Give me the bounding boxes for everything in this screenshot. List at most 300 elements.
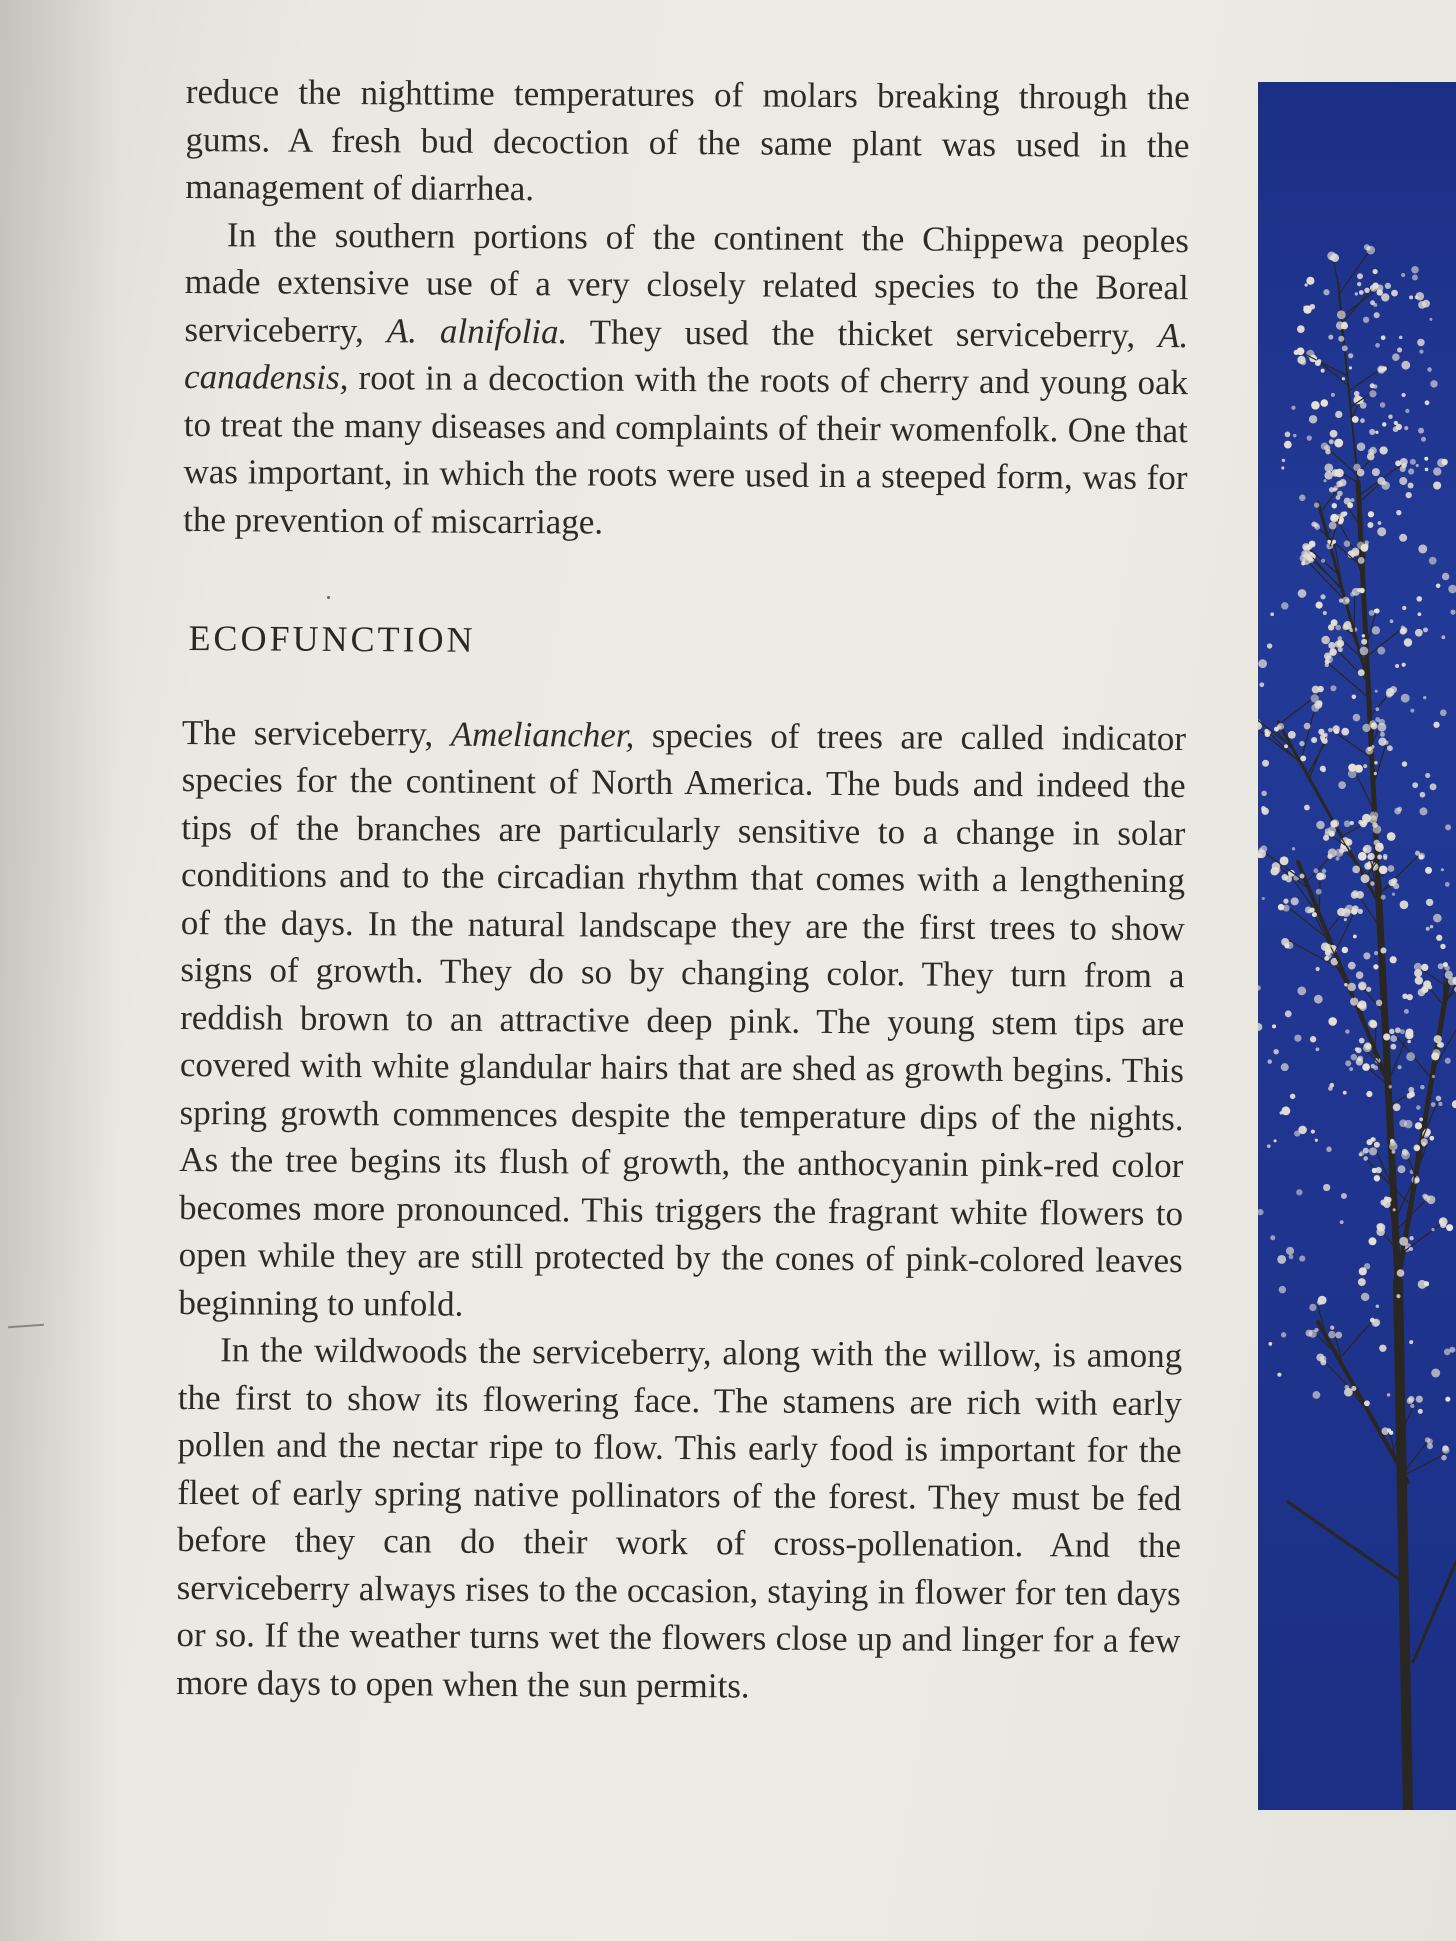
blossom (1401, 361, 1410, 370)
blossom (1336, 495, 1341, 500)
blossom (1323, 289, 1329, 295)
blossom (1396, 1294, 1400, 1298)
tree-branch (1339, 251, 1369, 294)
blossom (1342, 321, 1347, 326)
blossom (1418, 1280, 1427, 1289)
blossom (1377, 647, 1385, 655)
blossom (1353, 934, 1357, 938)
blossom (1344, 918, 1347, 921)
blossom (1436, 584, 1441, 589)
blossom (1440, 709, 1447, 716)
blossom (1417, 339, 1425, 347)
blossom (1284, 943, 1289, 948)
blossom (1401, 694, 1410, 703)
blossom (1426, 899, 1433, 906)
blossom (1416, 1105, 1421, 1110)
blossom (1374, 951, 1378, 955)
blossom (1361, 639, 1367, 645)
blossom (1321, 559, 1325, 563)
blossom (1358, 669, 1365, 676)
blossom (1299, 494, 1306, 501)
blossom (1381, 293, 1389, 301)
blossom (1352, 416, 1359, 423)
paragraph-p3 (178, 708, 1186, 1332)
blossom (1322, 869, 1327, 874)
blossom (1391, 290, 1398, 297)
blossom (1432, 1075, 1435, 1078)
blossom (1439, 1217, 1448, 1226)
blossom (1325, 449, 1331, 455)
blossom (1409, 295, 1413, 299)
blossom (1375, 1167, 1381, 1173)
blossom (1285, 1010, 1292, 1017)
blossom (1294, 1035, 1301, 1042)
blossom (1434, 1035, 1442, 1043)
blossom (1298, 589, 1307, 598)
blossom (1262, 897, 1265, 900)
tree-branch (1301, 706, 1316, 763)
blossom (1368, 511, 1374, 517)
blossom (1402, 463, 1407, 468)
blossom (1433, 481, 1441, 489)
blossom (1431, 1102, 1436, 1107)
blossom (1414, 969, 1422, 977)
blossom (1358, 852, 1367, 861)
tree-illustration (1258, 82, 1456, 1810)
blossom (1408, 482, 1414, 488)
blossom (1418, 301, 1426, 309)
blossom (1418, 1409, 1423, 1414)
blossom (1408, 468, 1414, 474)
blossom (1330, 514, 1338, 522)
blossom (1258, 659, 1267, 668)
blossom (1335, 469, 1344, 478)
blossom (1270, 1235, 1275, 1240)
blossom (1329, 522, 1337, 530)
blossom (1380, 732, 1385, 737)
blossom (1344, 820, 1351, 827)
blossom (1320, 594, 1325, 599)
blossom (1343, 511, 1347, 515)
blossom (1338, 636, 1343, 641)
blossom (1335, 640, 1342, 647)
blossom (1436, 1096, 1442, 1102)
blossom (1353, 714, 1361, 722)
blossom (1293, 434, 1297, 438)
blossom (1359, 290, 1364, 295)
blossom (1269, 1342, 1273, 1346)
blossom (1418, 854, 1423, 859)
blossom (1326, 1147, 1331, 1152)
blossom (1419, 1118, 1423, 1122)
blossom (1401, 273, 1405, 277)
blossom (1383, 1033, 1390, 1040)
blossom (1318, 1296, 1327, 1305)
italic-term: A. alnifolia. (386, 310, 568, 351)
blossom (1273, 1049, 1279, 1055)
blossom (1323, 611, 1327, 615)
blossom (1339, 479, 1346, 486)
tree-branch (1398, 1282, 1408, 1810)
blossom (1376, 707, 1380, 711)
blossom (1393, 1208, 1396, 1211)
paragraph-p1 (185, 68, 1190, 217)
text-run: root in a decoction with the roots of cherry and young oak to treat the many diseases and complaints of their womenfolk. One that was important, in which the roots were used in a steeped form, was for the prevention of miscarriage. (183, 357, 1189, 542)
blossom (1420, 1085, 1425, 1090)
blossom (1376, 1304, 1380, 1308)
blossom (1258, 1023, 1262, 1031)
blossom (1261, 806, 1266, 811)
blossom (1390, 1035, 1397, 1042)
blossom (1324, 479, 1327, 482)
blossom (1421, 964, 1428, 971)
blossom (1405, 409, 1409, 413)
blossom (1330, 430, 1338, 438)
blossom (1375, 343, 1380, 348)
blossom (1317, 359, 1321, 363)
blossom (1415, 295, 1419, 299)
blossom (1320, 1359, 1326, 1365)
blossom (1357, 469, 1365, 477)
blossom (1262, 760, 1269, 767)
tree-branch (1339, 1320, 1373, 1359)
blossom (1339, 598, 1343, 602)
blossom (1373, 269, 1378, 274)
blossom (1374, 1142, 1380, 1148)
blossom (1390, 1140, 1396, 1146)
blossom (1390, 1044, 1396, 1050)
blossom (1345, 1029, 1349, 1033)
blossom (1382, 422, 1386, 426)
blossom (1380, 402, 1386, 408)
blossom (1306, 277, 1314, 285)
blossom (1399, 1119, 1407, 1127)
blossom (1409, 1247, 1413, 1251)
blossom (1290, 1094, 1295, 1099)
blossom (1436, 935, 1442, 941)
paragraph-p2 (183, 210, 1189, 549)
blossom (1277, 1255, 1286, 1264)
text-run: In the wildwoods the serviceberry, along with the willow, is among the first to show its flowering face. The stamens are rich with early pollen and the nectar ripe to flow. This early food is important for the fleet of early spring native pollinators of the forest. They must be fed before they can do their work of cross-pollenation. And the serviceberry always rises to the occasion, staying in flower for ten days or so. If the weather turns wet the flowers close up and linger for a few more days to open when the sun permits. (176, 1330, 1183, 1705)
blossom (1330, 1325, 1334, 1329)
blossom (1387, 832, 1396, 841)
blossom (1363, 317, 1369, 323)
blossom (1296, 1189, 1302, 1195)
blossom (1338, 336, 1344, 342)
blossom (1310, 304, 1316, 310)
blossom (1327, 540, 1330, 543)
text-run: species of trees are called indicator species for the continent of North America. The buds and indeed the tips of the branches are particularly sensitive to a change in solar conditions and to the circadian rhythm that comes with a lengthening of the days. In the natural landscape they are the first trees to show signs of growth. They do so by changing color. They turn from a reddish brown to an attractive deep pink. The young stem tips are covered with white glandular hairs that are shed as growth begins. This spring growth commences despite the temperature dips of the nights. As the tree begins its flush of growth, the anthocyanin pink-red color becomes more pronounced. This triggers the fragrant white flowers to open while they are still protected by the cones of pink-colored leaves beginning to unfold. (178, 715, 1187, 1324)
blossom (1364, 1400, 1370, 1406)
blossom (1385, 283, 1391, 289)
blossom (1373, 384, 1377, 388)
blossom (1431, 1369, 1440, 1378)
blossom (1331, 619, 1338, 626)
blossom (1399, 477, 1407, 485)
blossom (1351, 498, 1355, 502)
blossom (1351, 1054, 1358, 1061)
blossom (1370, 881, 1374, 885)
blossom (1398, 1065, 1402, 1069)
blossom (1291, 897, 1299, 905)
blossom (1415, 1145, 1420, 1150)
blossom (1449, 1347, 1455, 1353)
blossom (1368, 1237, 1376, 1245)
blossom (1274, 727, 1279, 732)
blossom (1445, 971, 1453, 979)
blossom (1377, 855, 1382, 860)
blossom (1278, 904, 1284, 910)
blossom (1355, 292, 1358, 295)
blossom (1332, 503, 1337, 508)
blossom (1440, 944, 1445, 949)
blossom (1329, 487, 1334, 492)
blossom (1305, 283, 1308, 286)
blossom (1345, 598, 1349, 602)
blossom (1387, 1393, 1391, 1397)
blossom (1363, 1043, 1372, 1052)
blossom (1360, 647, 1369, 656)
italic-term: Ameliancher, (450, 714, 635, 755)
blossom (1372, 626, 1380, 634)
blossom (1351, 1386, 1356, 1391)
blossom (1328, 1017, 1337, 1026)
blossom (1351, 891, 1358, 898)
blossom (1324, 653, 1331, 660)
blossom (1285, 432, 1291, 438)
blossom (1368, 853, 1375, 860)
blossom (1427, 1443, 1433, 1449)
blossom (1312, 1391, 1320, 1399)
blossom (1342, 947, 1349, 954)
blossom (1362, 724, 1370, 732)
tree-branch (1335, 733, 1372, 759)
blossom (1338, 647, 1343, 652)
blossom (1281, 1332, 1286, 1337)
blossom (1344, 540, 1351, 547)
blossom (1394, 421, 1398, 425)
tree-branch (1413, 1562, 1456, 1662)
blossom (1311, 737, 1317, 743)
blossom (1425, 867, 1432, 874)
blossom (1300, 755, 1306, 761)
blossom (1381, 335, 1386, 340)
blossom (1363, 764, 1367, 768)
text-column (176, 68, 1190, 1712)
text-run: The serviceberry, (181, 712, 451, 754)
blossom (1349, 366, 1352, 369)
blossom (1297, 356, 1305, 364)
blossom (1390, 686, 1397, 693)
blossom (1341, 728, 1349, 736)
blossom (1370, 1137, 1374, 1141)
blossom (1377, 527, 1386, 536)
blossom (1421, 437, 1426, 442)
blossom (1400, 900, 1409, 909)
serviceberry-tree-photo (1258, 82, 1456, 1810)
blossom (1379, 1345, 1386, 1352)
blossom (1402, 761, 1408, 767)
blossom (1342, 345, 1348, 351)
blossom (1381, 481, 1389, 489)
blossom (1359, 1153, 1363, 1157)
blossom (1291, 406, 1295, 410)
blossom (1352, 865, 1360, 873)
blossom (1321, 636, 1330, 645)
text-run: reduce the nighttime temperatures of molars breaking through the gums. A fresh bud decoction of the same plant was used in the management of diarrhea. (185, 71, 1190, 209)
blossom (1342, 377, 1345, 380)
blossom (1297, 325, 1305, 333)
blossom (1282, 874, 1288, 880)
blossom (1286, 1247, 1294, 1255)
blossom (1303, 306, 1306, 309)
blossom (1426, 927, 1430, 931)
blossom (1358, 981, 1367, 990)
blossom (1425, 1437, 1430, 1442)
blossom (1378, 737, 1386, 745)
blossom (1402, 606, 1406, 610)
blossom (1379, 446, 1387, 454)
blossom (1292, 847, 1295, 850)
blossom (1277, 1373, 1281, 1377)
blossom (1411, 266, 1419, 274)
blossom (1331, 254, 1339, 262)
blossom (1388, 865, 1395, 872)
blossom (1376, 289, 1382, 295)
blossom (1369, 390, 1376, 397)
blossom (1323, 1184, 1330, 1191)
blossom (1328, 1331, 1335, 1338)
blossom (1402, 993, 1408, 999)
blossom (1359, 1038, 1365, 1044)
blossom (1335, 411, 1342, 418)
blossom (1298, 1126, 1307, 1135)
blossom (1393, 883, 1399, 889)
blossom (1406, 492, 1412, 498)
blossom (1332, 725, 1339, 732)
blossom (1429, 1136, 1434, 1141)
blossom (1315, 1328, 1319, 1332)
blossom (1369, 429, 1375, 435)
blossom (1348, 962, 1356, 970)
blossom (1320, 766, 1326, 772)
blossom (1281, 1106, 1290, 1115)
blossom (1392, 892, 1395, 895)
blossom (1360, 821, 1367, 828)
blossom (1359, 1267, 1367, 1275)
blossom (1361, 1293, 1369, 1301)
blossom (1360, 402, 1367, 409)
blossom (1312, 912, 1317, 917)
blossom (1375, 690, 1378, 693)
blossom (1427, 367, 1431, 371)
blossom (1337, 908, 1346, 917)
blossom (1311, 522, 1316, 527)
blossom (1282, 459, 1285, 462)
blossom (1397, 1269, 1405, 1277)
blossom (1311, 694, 1319, 702)
blossom (1372, 822, 1378, 828)
blossom (1373, 964, 1378, 969)
blossom (1267, 1059, 1272, 1064)
blossom (1425, 773, 1430, 778)
blossom (1387, 745, 1393, 751)
blossom (1452, 1100, 1456, 1108)
blossom (1409, 1236, 1413, 1240)
blossom (1316, 889, 1322, 895)
blossom (1301, 561, 1305, 565)
blossom (1423, 627, 1428, 632)
blossom (1258, 985, 1261, 990)
blossom (1299, 741, 1304, 746)
blossom (1406, 1032, 1413, 1039)
blossom (1324, 471, 1332, 479)
blossom (1388, 415, 1392, 419)
blossom (1362, 634, 1365, 637)
blossom (1280, 856, 1289, 865)
blossom (1400, 1029, 1405, 1034)
tree-branch (1321, 488, 1339, 511)
blossom (1429, 557, 1437, 565)
blossom (1410, 1404, 1414, 1408)
blossom (1335, 849, 1343, 857)
blossom (1329, 439, 1334, 444)
blossom (1299, 874, 1304, 879)
text-run: In the southern portions of the continent the Chippewa peoples made extensive use of a very closely related species to the Boreal serviceberry, (184, 214, 1190, 350)
blossom (1379, 865, 1388, 874)
blossom (1349, 1067, 1353, 1071)
blossom (1441, 868, 1444, 871)
blossom (1304, 551, 1312, 559)
blossom (1369, 1147, 1377, 1155)
blossom (1329, 1083, 1334, 1088)
blossom (1404, 1009, 1409, 1014)
blossom (1364, 288, 1369, 293)
blossom (1315, 1139, 1318, 1142)
blossom (1374, 761, 1378, 765)
blossom (1356, 1058, 1363, 1065)
blossom (1348, 353, 1353, 358)
blossom (1284, 744, 1288, 748)
blossom (1409, 1340, 1413, 1344)
blossom (1337, 310, 1346, 319)
blossom (1363, 952, 1370, 959)
blossom (1305, 906, 1312, 913)
blossom (1357, 1003, 1362, 1008)
blossom (1307, 545, 1312, 550)
blossom (1395, 664, 1399, 668)
blossom (1433, 467, 1441, 475)
blossom (1340, 1220, 1344, 1224)
text-run: They used the thicket serviceberry, (567, 311, 1159, 355)
blossom (1415, 851, 1420, 856)
blossom (1419, 807, 1427, 815)
blossom (1352, 550, 1359, 557)
blossom (1446, 1224, 1453, 1231)
blossom (1410, 459, 1416, 465)
blossom (1281, 602, 1288, 609)
blossom (1425, 468, 1429, 472)
blossom (1443, 962, 1448, 967)
blossom (1316, 821, 1325, 830)
blossom (1354, 391, 1360, 397)
blossom (1304, 805, 1310, 811)
blossom (1397, 807, 1402, 812)
blossom (1356, 1047, 1362, 1053)
blossom (1374, 608, 1379, 613)
blossom (1258, 1209, 1264, 1215)
blossom (1324, 463, 1333, 472)
